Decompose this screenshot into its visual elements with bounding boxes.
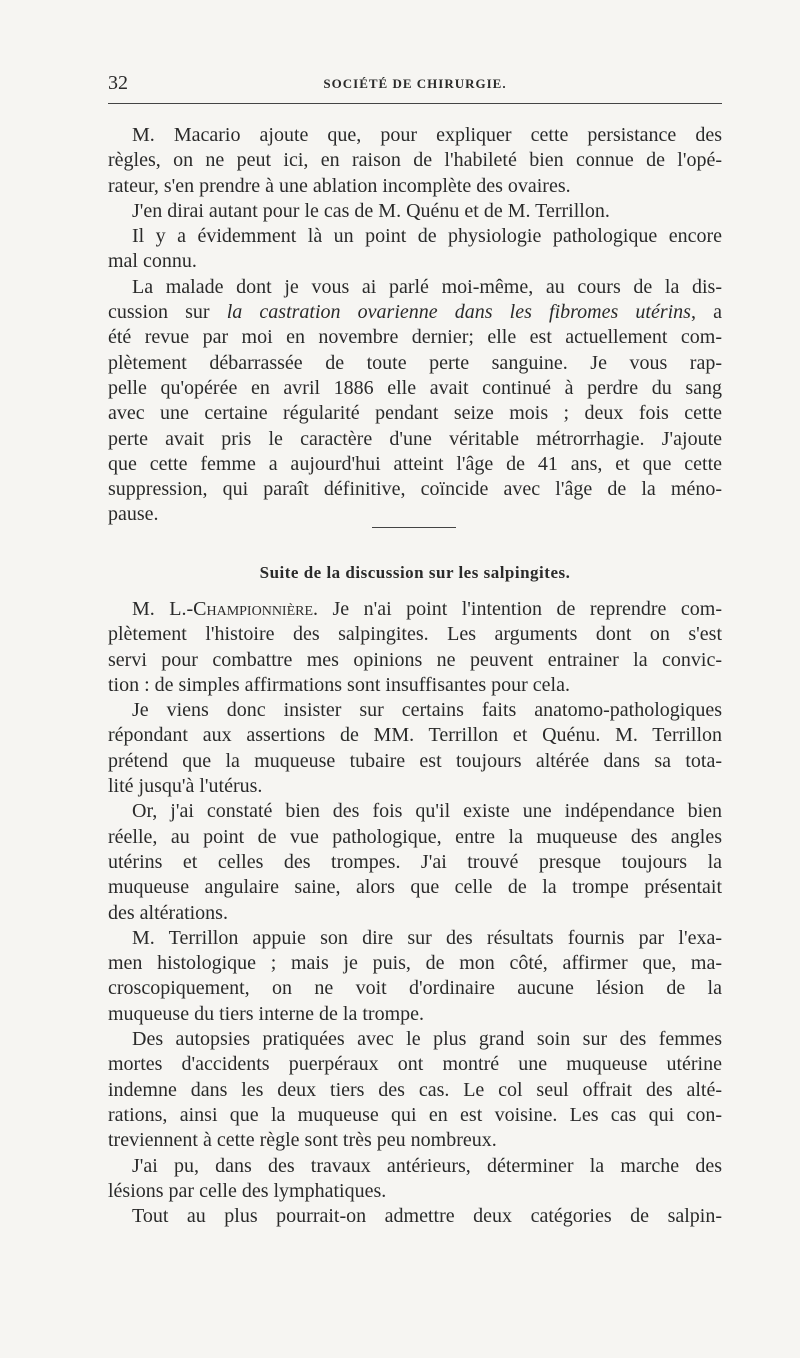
text-line: muqueuse du tiers interne de la trompe. [108,1002,425,1025]
text-line: men histologique ; mais je puis, de mon côté, affirmer que, ma- [108,952,722,975]
text-line: été revue par moi en novembre dernier; elle est actuellement com- [108,326,722,349]
text-line [108,300,722,325]
paragraph [108,1027,722,1153]
text-line: lésions par celle des lymphatiques. [108,1179,387,1202]
text-line: mal connu. [108,250,197,273]
text-line: plètement débarrassée de toute perte sanguine. Je vous rap- [108,351,722,374]
paragraph [108,799,722,925]
text-line: pelle qu'opérée en avril 1886 elle avait continué à perdre du sang [108,376,722,399]
text-line: perte avait pris le caractère d'une véritable métrorrhagie. J'ajoute [108,427,722,450]
text-line: servi pour combattre mes opinions ne peuvent entrainer la convic- [108,648,722,671]
section-2-body [108,597,722,1229]
text-line: J'en dirai autant pour le cas de M. Quénu et de M. Terrillon. [132,199,610,222]
text-line: prétend que la muqueuse tubaire est toujours altérée dans sa tota- [108,749,722,772]
section-1-body [108,123,722,528]
paragraph [108,199,722,224]
paragraph [108,123,722,199]
text-line: rations, ainsi que la muqueuse qui en est voisine. Les cas qui con- [108,1103,722,1126]
text-line: muqueuse angulaire saine, alors que celle de la trompe présentait [108,876,722,899]
text-line: réelle, au point de vue pathologique, entre la muqueuse des angles [108,825,722,848]
paragraph [108,698,722,799]
text-line: utérins et celles des trompes. J'ai trouvé presque toujours la [108,850,722,873]
text-line: répondant aux assertions de MM. Terrillon et Quénu. M. Terrillon [108,724,722,747]
paragraph [108,224,722,275]
text-line: M. Terrillon appuie son dire sur des résultats fournis par l'exa- [132,926,722,949]
text-line [108,597,722,622]
text-line: indemne dans les deux tiers des cas. Le col seul offrait des alté- [108,1078,722,1101]
text-line: lité jusqu'à l'utérus. [108,775,263,798]
text-line: La malade dont je vous ai parlé moi-même, au cours de la dis- [132,275,722,298]
header-rule [108,103,722,104]
text-line: que cette femme a aujourd'hui atteint l'âge de 41 ans, et que cette [108,452,722,475]
text-line: règles, on ne peut ici, en raison de l'habileté bien connue de l'opé- [108,149,722,172]
section-heading: Suite de la discussion sur les salpingites. [259,563,571,582]
text-line: suppression, qui paraît définitive, coïncide avec l'âge de la méno- [108,478,722,501]
running-header [108,72,722,96]
text-line: plètement l'histoire des salpingites. Les arguments dont on s'est [108,623,722,646]
text-line: mortes d'accidents puerpéraux ont montré une muqueuse utérine [108,1053,722,1076]
text-segment: M. L.- [132,598,194,620]
paragraph [108,1154,722,1205]
text-line: pause. [108,503,159,526]
paragraph [108,926,722,1027]
paragraph [108,597,722,698]
text-line: tion : de simples affirmations sont insuffisantes pour cela. [108,673,570,696]
text-line: rateur, s'en prendre à une ablation incomplète des ovaires. [108,174,571,197]
text-line: Or, j'ai constaté bien des fois qu'il existe une indépendance bien [132,800,722,823]
text-line: des altérations. [108,901,228,924]
text-line: Je viens donc insister sur certains faits anatomo-pathologiques [132,699,722,722]
text-line: treviennent à cette règle sont très peu nombreux. [108,1129,497,1152]
text-line: Il y a évidemment là un point de physiologie pathologique encore [132,225,722,248]
text-line: Des autopsies pratiquées avec le plus grand soin sur des femmes [132,1028,722,1051]
running-title: SOCIÉTÉ DE CHIRURGIE. [323,76,507,91]
text-segment: , a [690,301,722,324]
text-segment: cussion sur [108,301,227,324]
italic-title: la castration ovarienne dans les fibromes utérins [226,301,691,324]
page-number: 32 [108,72,128,94]
text-line: croscopiquement, on ne voit d'ordinaire aucune lésion de la [108,977,722,1000]
text-segment: . Je n'ai point l'intention de reprendre com- [313,598,722,620]
paragraph [108,1204,722,1229]
speaker-name: Championnière [193,598,314,620]
paragraph [108,275,722,528]
section-separator-rule [372,527,456,528]
text-line: Tout au plus pourrait-on admettre deux catégories de salpin- [132,1205,722,1228]
text-line: M. Macario ajoute que, pour expliquer cette persistance des [132,124,722,146]
text-line: J'ai pu, dans des travaux antérieurs, déterminer la marche des [132,1154,722,1177]
text-line: avec une certaine régularité pendant seize mois ; deux fois cette [108,402,722,425]
